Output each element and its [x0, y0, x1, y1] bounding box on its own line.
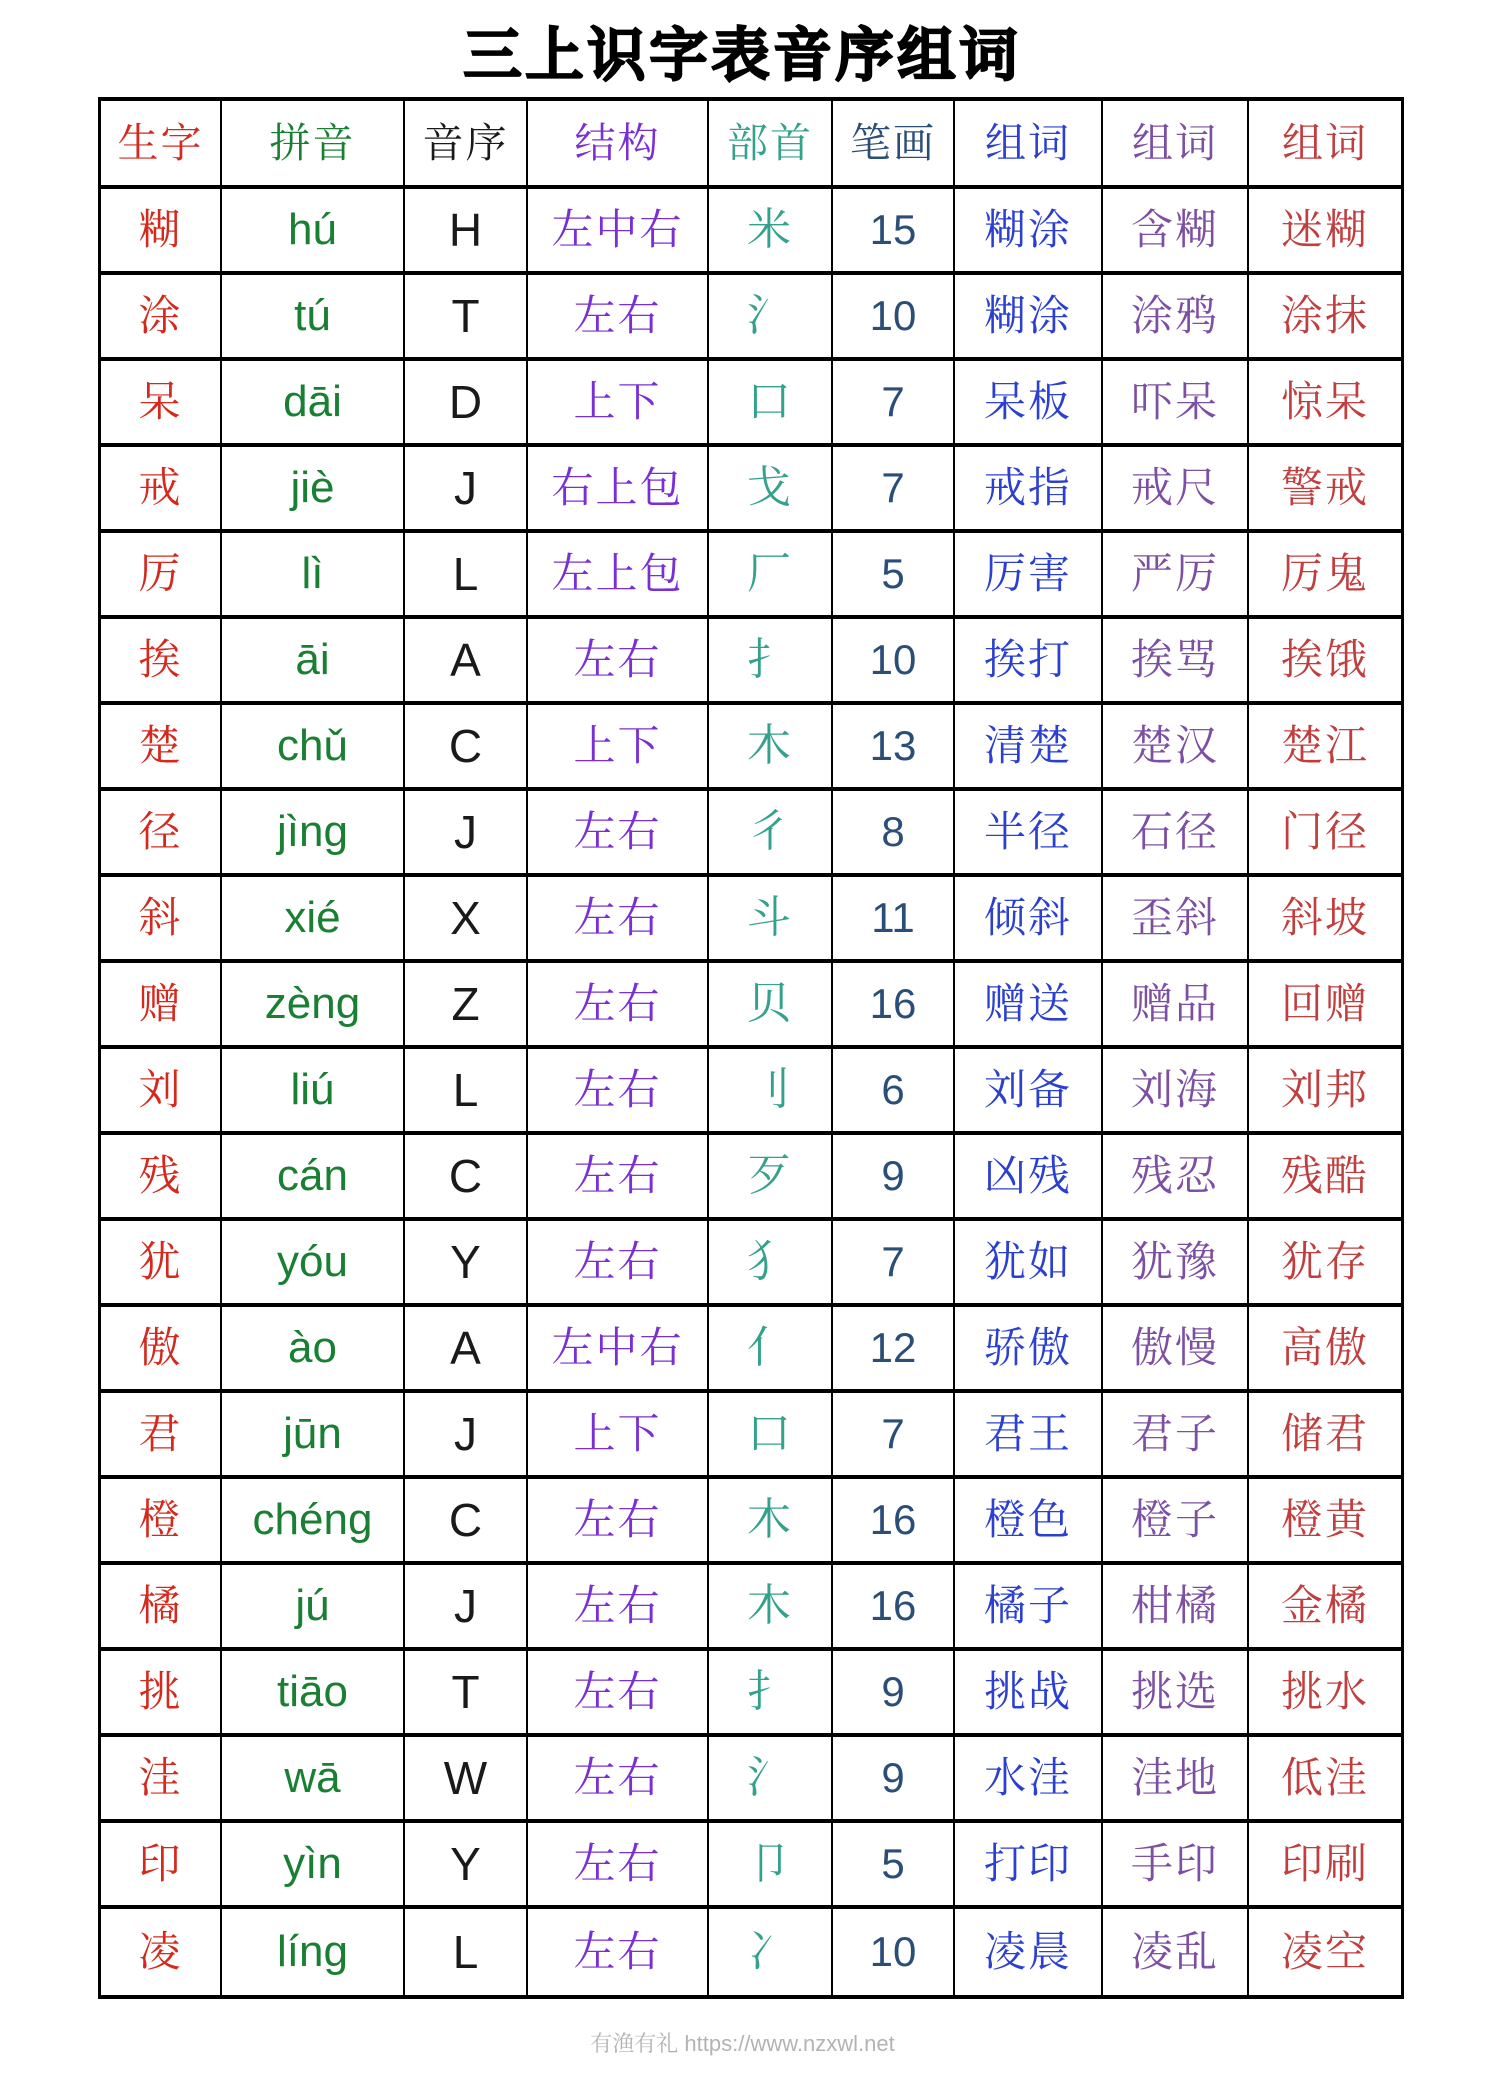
cell-radical: 亻 — [709, 1307, 833, 1389]
table-row — [101, 275, 1401, 361]
footer-watermark: 有渔有礼 https://www.nzxwl.net — [590, 2031, 895, 2056]
cell-initial: A — [405, 619, 528, 701]
cell-strokes: 16 — [833, 963, 955, 1045]
cell-radical: 犭 — [709, 1221, 833, 1303]
header-cell-char: 生字 — [101, 101, 222, 185]
cell-strokes: 16 — [833, 1565, 955, 1647]
cell-pinyin: jú — [222, 1565, 405, 1647]
cell-word1: 戒指 — [955, 447, 1103, 529]
cell-word1: 清楚 — [955, 705, 1103, 787]
cell-structure: 上下 — [528, 361, 709, 443]
cell-word1: 打印 — [955, 1823, 1103, 1905]
cell-strokes: 7 — [833, 1221, 955, 1303]
cell-word1: 糊涂 — [955, 189, 1103, 271]
cell-char: 戒 — [101, 447, 222, 529]
table-row — [101, 1565, 1401, 1651]
cell-strokes: 11 — [833, 877, 955, 959]
table-row — [101, 619, 1401, 705]
cell-radical: 贝 — [709, 963, 833, 1045]
cell-word3: 警戒 — [1280, 464, 1369, 511]
cell-pinyin: lì — [222, 533, 405, 615]
header-cell-word3: 组词 — [1282, 119, 1368, 166]
cell-structure: 左中右 — [528, 1307, 709, 1389]
table-row — [101, 1135, 1401, 1221]
cell-structure: 上下 — [528, 705, 709, 787]
cell-word1: 挨打 — [955, 619, 1103, 701]
cell-word3: 橙黄 — [1280, 1496, 1369, 1543]
cell-radical: 米 — [709, 189, 833, 271]
table-row — [101, 447, 1401, 533]
cell-word3: 涂抹 — [1280, 292, 1369, 339]
cell-radical: 木 — [709, 1479, 833, 1561]
table-row — [101, 791, 1401, 877]
cell-word1: 水洼 — [955, 1737, 1103, 1819]
cell-pinyin: liú — [222, 1049, 405, 1131]
cell-word2: 严厉 — [1103, 533, 1249, 615]
cell-char: 斜 — [101, 877, 222, 959]
cell-char: 残 — [101, 1135, 222, 1217]
header-cell-initial: 音序 — [405, 101, 528, 185]
cell-structure: 左右 — [528, 275, 709, 357]
cell-word3: 惊呆 — [1280, 378, 1369, 425]
cell-structure: 左右 — [528, 1823, 709, 1905]
cell-word1: 橙色 — [955, 1479, 1103, 1561]
cell-char: 印 — [101, 1823, 222, 1905]
cell-initial: J — [405, 1393, 528, 1475]
cell-word2: 柑橘 — [1103, 1565, 1249, 1647]
cell-strokes: 15 — [833, 189, 955, 271]
cell-word1: 凶残 — [955, 1135, 1103, 1217]
cell-char: 君 — [101, 1393, 222, 1475]
cell-initial: T — [405, 275, 528, 357]
cell-strokes: 13 — [833, 705, 955, 787]
cell-word1: 赠送 — [955, 963, 1103, 1045]
cell-char: 挨 — [101, 619, 222, 701]
table-row — [101, 533, 1401, 619]
cell-word2: 含糊 — [1103, 189, 1249, 271]
cell-structure: 左右 — [528, 791, 709, 873]
cell-word1: 半径 — [955, 791, 1103, 873]
cell-char: 厉 — [101, 533, 222, 615]
cell-radical: 扌 — [709, 1651, 833, 1733]
cell-initial: J — [405, 791, 528, 873]
cell-word3: 储君 — [1280, 1410, 1369, 1457]
cell-strokes: 5 — [833, 1823, 955, 1905]
cell-radical: 木 — [709, 1565, 833, 1647]
cell-char: 橙 — [101, 1479, 222, 1561]
cell-pinyin: dāi — [222, 361, 405, 443]
cell-strokes: 10 — [833, 275, 955, 357]
cell-word3: 迷糊 — [1280, 206, 1369, 253]
cell-char: 楚 — [101, 705, 222, 787]
cell-char: 刘 — [101, 1049, 222, 1131]
cell-char: 凌 — [101, 1909, 222, 1995]
cell-radical: 冫 — [709, 1909, 833, 1995]
table-row — [101, 1479, 1401, 1565]
cell-word2: 手印 — [1103, 1823, 1249, 1905]
cell-structure: 左右 — [528, 1049, 709, 1131]
cell-pinyin: tú — [222, 275, 405, 357]
cell-word2: 犹豫 — [1103, 1221, 1249, 1303]
cell-initial: A — [405, 1307, 528, 1389]
cell-pinyin: zèng — [222, 963, 405, 1045]
cell-pinyin: ào — [222, 1307, 405, 1389]
cell-pinyin: āi — [222, 619, 405, 701]
cell-word1: 骄傲 — [955, 1307, 1103, 1389]
cell-pinyin: líng — [222, 1909, 405, 1995]
cell-word2: 歪斜 — [1103, 877, 1249, 959]
cell-word2: 挑选 — [1103, 1651, 1249, 1733]
cell-pinyin: chéng — [222, 1479, 405, 1561]
cell-word2: 吓呆 — [1103, 361, 1249, 443]
cell-strokes: 6 — [833, 1049, 955, 1131]
cell-word2: 凌乱 — [1103, 1909, 1249, 1995]
cell-initial: L — [405, 533, 528, 615]
cell-structure: 左右 — [528, 877, 709, 959]
header-cell-word2: 组词 — [1103, 101, 1249, 185]
cell-initial: Y — [405, 1823, 528, 1905]
cell-word3: 楚江 — [1280, 722, 1369, 769]
cell-initial: C — [405, 1479, 528, 1561]
cell-word1: 倾斜 — [955, 877, 1103, 959]
header-cell-structure: 结构 — [528, 101, 709, 185]
cell-word2: 挨骂 — [1103, 619, 1249, 701]
cell-structure: 左右 — [528, 1135, 709, 1217]
cell-word3: 刘邦 — [1280, 1066, 1369, 1113]
cell-word2: 楚汉 — [1103, 705, 1249, 787]
cell-initial: C — [405, 1135, 528, 1217]
cell-strokes: 10 — [833, 619, 955, 701]
page-title: 三上识字表音序组词 — [463, 23, 1022, 88]
table-row — [101, 705, 1401, 791]
cell-word1: 凌晨 — [955, 1909, 1103, 1995]
cell-char: 洼 — [101, 1737, 222, 1819]
cell-word2: 石径 — [1103, 791, 1249, 873]
cell-pinyin: jūn — [222, 1393, 405, 1475]
cell-word2: 洼地 — [1103, 1737, 1249, 1819]
cell-word2: 残忍 — [1103, 1135, 1249, 1217]
cell-word1: 犹如 — [955, 1221, 1103, 1303]
cell-pinyin: hú — [222, 189, 405, 271]
cell-radical: 木 — [709, 705, 833, 787]
cell-word1: 刘备 — [955, 1049, 1103, 1131]
cell-radical: 氵 — [709, 1737, 833, 1819]
cell-structure: 左右 — [528, 619, 709, 701]
cell-initial: J — [405, 447, 528, 529]
cell-radical: 氵 — [709, 275, 833, 357]
cell-word3: 挨饿 — [1280, 636, 1369, 683]
cell-initial: T — [405, 1651, 528, 1733]
cell-initial: L — [405, 1909, 528, 1995]
cell-initial: D — [405, 361, 528, 443]
cell-structure: 左中右 — [528, 189, 709, 271]
cell-char: 傲 — [101, 1307, 222, 1389]
cell-word1: 厉害 — [955, 533, 1103, 615]
cell-radical: 歹 — [709, 1135, 833, 1217]
cell-char: 糊 — [101, 189, 222, 271]
cell-structure: 上下 — [528, 1393, 709, 1475]
cell-pinyin: jiè — [222, 447, 405, 529]
cell-structure: 左右 — [528, 1221, 709, 1303]
cell-word3: 低洼 — [1280, 1754, 1369, 1801]
cell-initial: J — [405, 1565, 528, 1647]
cell-pinyin: cán — [222, 1135, 405, 1217]
table-row — [101, 1737, 1401, 1823]
cell-word1: 橘子 — [955, 1565, 1103, 1647]
cell-radical: 厂 — [709, 533, 833, 615]
header-cell-strokes: 笔画 — [833, 101, 955, 185]
cell-initial: X — [405, 877, 528, 959]
cell-word3: 残酷 — [1280, 1152, 1369, 1199]
cell-word3: 金橘 — [1280, 1582, 1369, 1629]
header-cell-radical: 部首 — [709, 101, 833, 185]
cell-word1: 呆板 — [955, 361, 1103, 443]
cell-strokes: 5 — [833, 533, 955, 615]
cell-radical: 卩 — [709, 1823, 833, 1905]
cell-strokes: 7 — [833, 361, 955, 443]
cell-word3: 凌空 — [1280, 1928, 1369, 1975]
cell-initial: C — [405, 705, 528, 787]
cell-word1: 糊涂 — [955, 275, 1103, 357]
cell-char: 涂 — [101, 275, 222, 357]
cell-char: 呆 — [101, 361, 222, 443]
cell-initial: Z — [405, 963, 528, 1045]
cell-radical: 戈 — [709, 447, 833, 529]
table-row — [101, 1049, 1401, 1135]
cell-structure: 左右 — [528, 1737, 709, 1819]
cell-strokes: 9 — [833, 1135, 955, 1217]
table-row — [101, 1393, 1401, 1479]
cell-pinyin: jìng — [222, 791, 405, 873]
cell-initial: W — [405, 1737, 528, 1819]
table-row — [101, 189, 1401, 275]
table-row — [101, 963, 1401, 1049]
cell-char: 赠 — [101, 963, 222, 1045]
cell-word2: 赠品 — [1103, 963, 1249, 1045]
cell-word3: 挑水 — [1280, 1668, 1369, 1715]
cell-initial: Y — [405, 1221, 528, 1303]
cell-char: 橘 — [101, 1565, 222, 1647]
cell-word2: 涂鸦 — [1103, 275, 1249, 357]
cell-radical: 刂 — [709, 1049, 833, 1131]
table-row — [101, 361, 1401, 447]
cell-word1: 君王 — [955, 1393, 1103, 1475]
header-cell-pinyin: 拼音 — [222, 101, 405, 185]
cell-word2: 戒尺 — [1103, 447, 1249, 529]
cell-char: 径 — [101, 791, 222, 873]
cell-strokes: 10 — [833, 1909, 955, 1995]
cell-word2: 刘海 — [1103, 1049, 1249, 1131]
cell-structure: 左上包 — [528, 533, 709, 615]
cell-initial: H — [405, 189, 528, 271]
cell-word3: 门径 — [1280, 808, 1369, 855]
cell-structure: 左右 — [528, 1651, 709, 1733]
cell-char: 犹 — [101, 1221, 222, 1303]
cell-radical: 彳 — [709, 791, 833, 873]
cell-structure: 左右 — [528, 1479, 709, 1561]
cell-word2: 橙子 — [1103, 1479, 1249, 1561]
cell-strokes: 16 — [833, 1479, 955, 1561]
cell-pinyin: chǔ — [222, 705, 405, 787]
cell-char: 挑 — [101, 1651, 222, 1733]
table-row — [101, 1909, 1401, 1995]
cell-strokes: 7 — [833, 1393, 955, 1475]
table-row — [101, 1823, 1401, 1909]
cell-strokes: 7 — [833, 447, 955, 529]
cell-pinyin: yìn — [222, 1823, 405, 1905]
cell-word3: 高傲 — [1280, 1324, 1369, 1371]
table-row — [101, 1651, 1401, 1737]
cell-word3: 厉鬼 — [1280, 550, 1369, 597]
table-row — [101, 1221, 1401, 1307]
cell-initial: L — [405, 1049, 528, 1131]
cell-strokes: 8 — [833, 791, 955, 873]
cell-word2: 君子 — [1103, 1393, 1249, 1475]
cell-strokes: 12 — [833, 1307, 955, 1389]
cell-word3: 犹存 — [1280, 1238, 1369, 1285]
cell-word2: 傲慢 — [1103, 1307, 1249, 1389]
table-row — [101, 1307, 1401, 1393]
hanzi-table — [98, 97, 1404, 1999]
cell-pinyin: xié — [222, 877, 405, 959]
cell-word3: 回赠 — [1280, 980, 1369, 1027]
cell-structure: 左右 — [528, 1565, 709, 1647]
cell-radical: 扌 — [709, 619, 833, 701]
table-header-row — [101, 101, 1401, 189]
cell-pinyin: yóu — [222, 1221, 405, 1303]
cell-word3: 印刷 — [1280, 1840, 1369, 1887]
cell-structure: 右上包 — [528, 447, 709, 529]
table-row — [101, 877, 1401, 963]
cell-pinyin: tiāo — [222, 1651, 405, 1733]
cell-word1: 挑战 — [955, 1651, 1103, 1733]
cell-pinyin: wā — [222, 1737, 405, 1819]
cell-strokes: 9 — [833, 1737, 955, 1819]
header-cell-word1: 组词 — [955, 101, 1103, 185]
cell-structure: 左右 — [528, 963, 709, 1045]
cell-structure: 左右 — [528, 1909, 709, 1995]
cell-strokes: 9 — [833, 1651, 955, 1733]
cell-radical: 口 — [709, 361, 833, 443]
cell-radical: 口 — [709, 1393, 833, 1475]
cell-radical: 斗 — [709, 877, 833, 959]
cell-word3: 斜坡 — [1280, 894, 1369, 941]
